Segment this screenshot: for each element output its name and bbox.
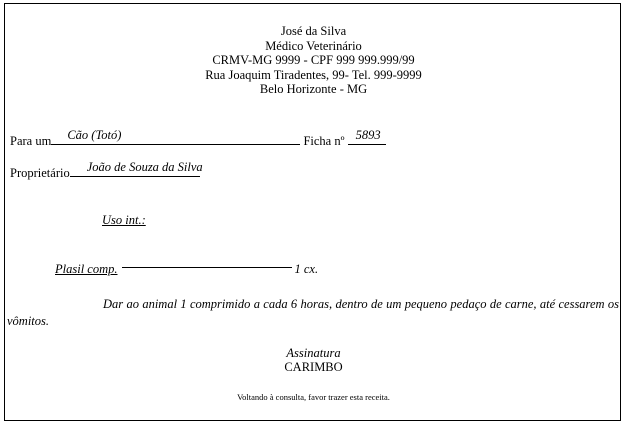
record-label: Ficha nº bbox=[303, 134, 345, 148]
vet-header bbox=[0, 24, 627, 97]
patient-value: Cão (Totó) bbox=[67, 128, 122, 142]
owner-label: Proprietário bbox=[10, 166, 70, 180]
patient-label: Para um bbox=[10, 134, 52, 148]
vet-name: José da Silva bbox=[280, 24, 347, 38]
medication-name: Plasil comp. bbox=[55, 262, 118, 276]
usage-label: Uso int.: bbox=[102, 213, 146, 227]
signature-label: Assinatura bbox=[286, 346, 341, 360]
vet-profession: Médico Veterinário bbox=[265, 38, 362, 53]
owner-value: João de Souza da Silva bbox=[86, 160, 203, 174]
owner-row bbox=[10, 160, 203, 181]
dotted-leader-line bbox=[122, 267, 292, 268]
patient-row bbox=[10, 128, 386, 149]
owner-field bbox=[70, 160, 203, 177]
prescription-row bbox=[55, 262, 318, 277]
record-field bbox=[348, 128, 386, 145]
record-value: 5893 bbox=[355, 128, 381, 142]
vet-registration: CRMV-MG 9999 - CPF 999 999.999/99 bbox=[212, 53, 415, 67]
stamp-label: CARIMBO bbox=[284, 360, 343, 374]
medication-quantity: 1 cx. bbox=[294, 262, 319, 276]
vet-city: Belo Horizonte - MG bbox=[259, 82, 368, 96]
return-notice: Voltando à consulta, favor trazer esta receita. bbox=[237, 392, 390, 402]
vet-address: Rua Joaquim Tiradentes, 99- Tel. 999-9999 bbox=[205, 67, 422, 82]
dosage-instructions: Dar ao animal 1 comprimido a cada 6 horas, dentro de um pequeno pedaço de carne, até cessarem os vômitos. bbox=[7, 297, 619, 328]
patient-field bbox=[51, 128, 300, 145]
